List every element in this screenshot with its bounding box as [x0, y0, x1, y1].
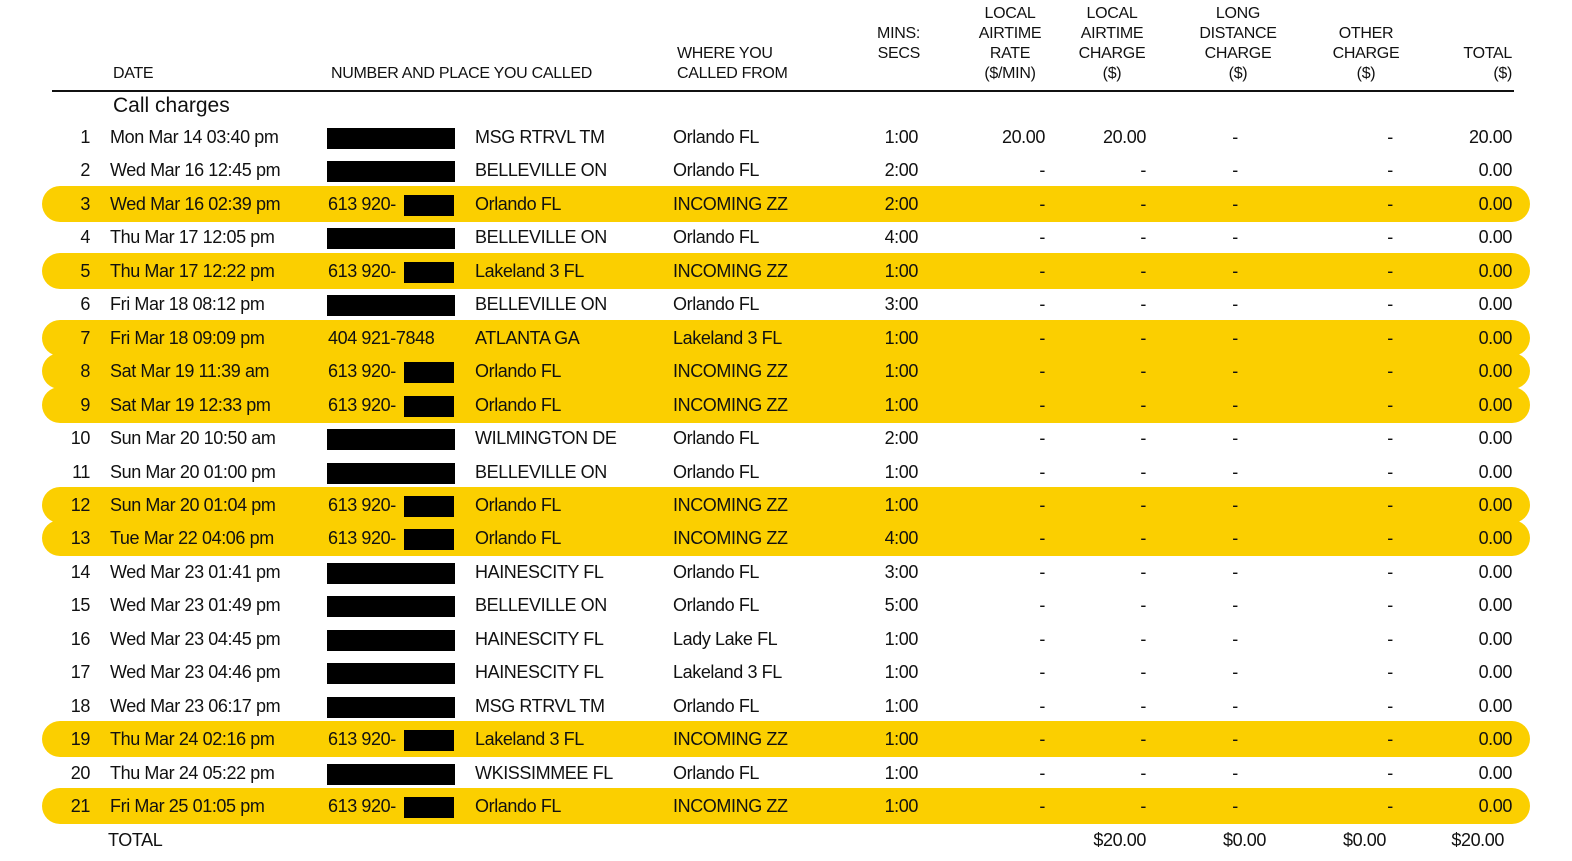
row-called-from: INCOMING ZZ: [673, 528, 788, 548]
table-row: [0, 489, 1572, 522]
row-date: Wed Mar 23 06:17 pm: [110, 696, 281, 716]
row-place-called: MSG RTRVL TM: [475, 696, 605, 716]
row-airtime-rate: -: [1039, 696, 1045, 716]
row-number: 12: [70, 495, 90, 515]
redaction-bar: [327, 228, 455, 249]
header-number-place: NUMBER AND PLACE YOU CALLED: [331, 65, 593, 82]
table-row: [0, 288, 1572, 321]
row-date: Thu Mar 24 02:16 pm: [110, 729, 275, 749]
row-number: 10: [70, 428, 90, 448]
row-called-from: Lakeland 3 FL: [673, 328, 782, 348]
row-duration: 1:00: [884, 662, 918, 682]
row-date: Tue Mar 22 04:06 pm: [110, 528, 274, 548]
row-place-called: BELLEVILLE ON: [475, 595, 607, 615]
redaction-bar: [327, 630, 455, 651]
row-called-from: INCOMING ZZ: [673, 495, 788, 515]
row-long-distance: -: [1232, 729, 1238, 749]
row-date: Wed Mar 23 01:41 pm: [110, 562, 281, 582]
row-long-distance: -: [1232, 629, 1238, 649]
row-long-distance: -: [1232, 495, 1238, 515]
row-other-charge: -: [1387, 194, 1393, 214]
row-airtime-charge: -: [1140, 629, 1146, 649]
table-row: [0, 188, 1572, 221]
row-duration: 1:00: [884, 361, 918, 381]
row-called-from: Orlando FL: [673, 696, 760, 716]
row-called-from: Orlando FL: [673, 595, 760, 615]
row-other-charge: -: [1387, 696, 1393, 716]
header-where-from: WHERE YOU CALLED FROM: [677, 45, 788, 82]
row-duration: 1:00: [884, 261, 918, 281]
row-total: 0.00: [1478, 562, 1512, 582]
row-long-distance: -: [1232, 328, 1238, 348]
row-total: 0.00: [1478, 462, 1512, 482]
row-date: Thu Mar 17 12:05 pm: [110, 227, 275, 247]
row-long-distance: -: [1232, 428, 1238, 448]
row-other-charge: -: [1387, 629, 1393, 649]
redaction-bar: [327, 596, 455, 617]
row-long-distance: -: [1232, 562, 1238, 582]
row-called-from: INCOMING ZZ: [673, 261, 788, 281]
row-number: 17: [70, 662, 90, 682]
row-date: Sat Mar 19 12:33 pm: [110, 395, 271, 415]
row-duration: 2:00: [884, 160, 918, 180]
row-airtime-charge: -: [1140, 495, 1146, 515]
redaction-bar: [327, 295, 455, 316]
row-called-from: Orlando FL: [673, 562, 760, 582]
table-row: [0, 121, 1572, 154]
row-airtime-charge: 20.00: [1102, 127, 1146, 147]
row-date: Fri Mar 18 09:09 pm: [110, 328, 265, 348]
header-local-rate: LOCAL AIRTIME RATE ($/MIN): [978, 5, 1042, 82]
row-airtime-rate: -: [1039, 395, 1045, 415]
row-airtime-charge: -: [1140, 194, 1146, 214]
redaction-bar: [327, 161, 455, 182]
row-airtime-rate: -: [1039, 562, 1045, 582]
row-place-called: WKISSIMMEE FL: [475, 763, 613, 783]
row-date: Wed Mar 16 02:39 pm: [110, 194, 281, 214]
row-other-charge: -: [1387, 361, 1393, 381]
header-date: DATE: [113, 65, 154, 82]
table-row: [0, 355, 1572, 388]
row-place-called: HAINESCITY FL: [475, 662, 604, 682]
redaction-bar: [404, 195, 454, 216]
row-number: 5: [80, 261, 90, 281]
row-long-distance: -: [1232, 194, 1238, 214]
row-long-distance: -: [1232, 763, 1238, 783]
table-row: [0, 656, 1572, 689]
row-airtime-rate: -: [1039, 796, 1045, 816]
row-number: 4: [80, 227, 90, 247]
row-airtime-charge: -: [1140, 227, 1146, 247]
row-number: 13: [70, 528, 90, 548]
row-date: Sun Mar 20 01:04 pm: [110, 495, 276, 515]
redaction-bar: [327, 697, 455, 718]
total-label: TOTAL: [108, 830, 163, 850]
row-total: 0.00: [1478, 528, 1512, 548]
row-airtime-rate: -: [1039, 495, 1045, 515]
row-date: Fri Mar 25 01:05 pm: [110, 796, 265, 816]
row-total: 0.00: [1478, 194, 1512, 214]
row-total: 0.00: [1478, 227, 1512, 247]
table-row: [0, 456, 1572, 489]
redaction-bar: [404, 730, 454, 751]
row-other-charge: -: [1387, 127, 1393, 147]
redaction-bar: [404, 797, 454, 818]
row-phone: 613 920-: [328, 361, 396, 381]
row-airtime-rate: 20.00: [1001, 127, 1045, 147]
row-total: 0.00: [1478, 796, 1512, 816]
row-phone: 613 920-: [328, 495, 396, 515]
row-airtime-rate: -: [1039, 729, 1045, 749]
row-number: 1: [80, 127, 90, 147]
table-row: [0, 154, 1572, 187]
table-row: [0, 723, 1572, 756]
row-airtime-charge: -: [1140, 562, 1146, 582]
row-long-distance: -: [1232, 696, 1238, 716]
row-called-from: Orlando FL: [673, 462, 760, 482]
row-airtime-charge: -: [1140, 428, 1146, 448]
row-total: 0.00: [1478, 495, 1512, 515]
redaction-bar: [404, 496, 454, 517]
row-airtime-rate: -: [1039, 595, 1045, 615]
row-place-called: BELLEVILLE ON: [475, 462, 607, 482]
row-total: 0.00: [1478, 361, 1512, 381]
total-amount: $20.00: [1451, 830, 1504, 850]
row-date: Wed Mar 16 12:45 pm: [110, 160, 281, 180]
row-airtime-charge: -: [1140, 261, 1146, 281]
row-duration: 2:00: [884, 428, 918, 448]
row-other-charge: -: [1387, 160, 1393, 180]
total-row: [0, 824, 1572, 857]
redaction-bar: [327, 463, 455, 484]
row-place-called: Orlando FL: [475, 395, 562, 415]
row-duration: 3:00: [884, 294, 918, 314]
row-called-from: INCOMING ZZ: [673, 796, 788, 816]
row-phone: 613 920-: [328, 395, 396, 415]
row-duration: 4:00: [884, 528, 918, 548]
header-total: TOTAL ($): [1463, 45, 1512, 82]
row-airtime-rate: -: [1039, 428, 1045, 448]
row-place-called: Orlando FL: [475, 796, 562, 816]
row-called-from: Lakeland 3 FL: [673, 662, 782, 682]
table-row: [0, 690, 1572, 723]
row-other-charge: -: [1387, 595, 1393, 615]
row-number: 3: [80, 194, 90, 214]
table-row: [0, 221, 1572, 254]
row-long-distance: -: [1232, 127, 1238, 147]
row-total: 0.00: [1478, 160, 1512, 180]
redaction-bar: [404, 396, 454, 417]
redaction-bar: [327, 663, 455, 684]
row-airtime-rate: -: [1039, 361, 1045, 381]
row-place-called: Orlando FL: [475, 361, 562, 381]
row-total: 0.00: [1478, 395, 1512, 415]
row-duration: 1:00: [884, 495, 918, 515]
row-duration: 1:00: [884, 395, 918, 415]
row-number: 9: [80, 395, 90, 415]
row-place-called: HAINESCITY FL: [475, 629, 604, 649]
row-called-from: INCOMING ZZ: [673, 395, 788, 415]
row-place-called: ATLANTA GA: [475, 328, 580, 348]
table-row: [0, 790, 1572, 823]
row-airtime-rate: -: [1039, 261, 1045, 281]
row-number: 8: [80, 361, 90, 381]
row-number: 14: [70, 562, 90, 582]
row-airtime-charge: -: [1140, 729, 1146, 749]
row-total: 0.00: [1478, 428, 1512, 448]
row-total: 0.00: [1478, 261, 1512, 281]
row-other-charge: -: [1387, 428, 1393, 448]
table-row: [0, 623, 1572, 656]
table-row: [0, 556, 1572, 589]
row-duration: 1:00: [884, 763, 918, 783]
row-total: 20.00: [1468, 127, 1512, 147]
row-duration: 3:00: [884, 562, 918, 582]
row-place-called: Lakeland 3 FL: [475, 261, 584, 281]
row-date: Sat Mar 19 11:39 am: [110, 361, 270, 381]
row-place-called: BELLEVILLE ON: [475, 160, 607, 180]
row-called-from: Orlando FL: [673, 294, 760, 314]
row-place-called: Orlando FL: [475, 528, 562, 548]
row-place-called: HAINESCITY FL: [475, 562, 604, 582]
row-number: 6: [80, 294, 90, 314]
row-duration: 2:00: [884, 194, 918, 214]
row-total: 0.00: [1478, 729, 1512, 749]
row-duration: 1:00: [884, 696, 918, 716]
row-airtime-rate: -: [1039, 462, 1045, 482]
row-duration: 1:00: [884, 328, 918, 348]
row-total: 0.00: [1478, 629, 1512, 649]
row-called-from: Orlando FL: [673, 227, 760, 247]
row-number: 18: [70, 696, 90, 716]
redaction-bar: [327, 563, 455, 584]
row-place-called: Orlando FL: [475, 194, 562, 214]
row-date: Mon Mar 14 03:40 pm: [110, 127, 279, 147]
row-airtime-charge: -: [1140, 696, 1146, 716]
redaction-bar: [327, 429, 455, 450]
table-row: [0, 589, 1572, 622]
row-number: 20: [70, 763, 90, 783]
row-other-charge: -: [1387, 294, 1393, 314]
row-other-charge: -: [1387, 495, 1393, 515]
section-title: Call charges: [113, 94, 230, 117]
row-airtime-charge: -: [1140, 662, 1146, 682]
row-other-charge: -: [1387, 796, 1393, 816]
row-airtime-charge: -: [1140, 361, 1146, 381]
row-number: 21: [70, 796, 90, 816]
row-called-from: Orlando FL: [673, 127, 760, 147]
row-called-from: INCOMING ZZ: [673, 361, 788, 381]
row-airtime-rate: -: [1039, 662, 1045, 682]
row-number: 2: [80, 160, 90, 180]
row-airtime-charge: -: [1140, 528, 1146, 548]
row-called-from: INCOMING ZZ: [673, 194, 788, 214]
row-date: Wed Mar 23 04:46 pm: [110, 662, 281, 682]
header-long-distance: LONG DISTANCE CHARGE ($): [1199, 5, 1277, 82]
row-other-charge: -: [1387, 462, 1393, 482]
row-place-called: BELLEVILLE ON: [475, 294, 607, 314]
row-airtime-rate: -: [1039, 328, 1045, 348]
row-date: Sun Mar 20 01:00 pm: [110, 462, 276, 482]
row-called-from: Orlando FL: [673, 428, 760, 448]
row-date: Sun Mar 20 10:50 am: [110, 428, 276, 448]
row-date: Thu Mar 17 12:22 pm: [110, 261, 275, 281]
table-row: [0, 757, 1572, 790]
row-long-distance: -: [1232, 662, 1238, 682]
row-long-distance: -: [1232, 595, 1238, 615]
table-row: [0, 255, 1572, 288]
header-rule: [52, 90, 1514, 92]
row-phone: 404 921-7848: [328, 328, 435, 348]
row-duration: 1:00: [884, 629, 918, 649]
table-row: [0, 422, 1572, 455]
row-duration: 1:00: [884, 729, 918, 749]
row-other-charge: -: [1387, 261, 1393, 281]
row-phone: 613 920-: [328, 528, 396, 548]
row-total: 0.00: [1478, 328, 1512, 348]
row-other-charge: -: [1387, 662, 1393, 682]
row-called-from: Lady Lake FL: [673, 629, 778, 649]
row-airtime-rate: -: [1039, 227, 1045, 247]
row-total: 0.00: [1478, 763, 1512, 783]
table-row: [0, 322, 1572, 355]
total-long-distance: $0.00: [1222, 830, 1266, 850]
row-place-called: Orlando FL: [475, 495, 562, 515]
table-row: [0, 522, 1572, 555]
row-airtime-rate: -: [1039, 160, 1045, 180]
row-long-distance: -: [1232, 227, 1238, 247]
row-long-distance: -: [1232, 361, 1238, 381]
row-airtime-charge: -: [1140, 328, 1146, 348]
redaction-bar: [327, 764, 455, 785]
row-number: 19: [70, 729, 90, 749]
row-date: Thu Mar 24 05:22 pm: [110, 763, 275, 783]
row-duration: 1:00: [884, 127, 918, 147]
row-other-charge: -: [1387, 395, 1393, 415]
row-phone: 613 920-: [328, 194, 396, 214]
row-number: 7: [80, 328, 90, 348]
redaction-bar: [404, 262, 454, 283]
row-airtime-rate: -: [1039, 194, 1045, 214]
header-local-charge: LOCAL AIRTIME CHARGE ($): [1078, 5, 1146, 82]
row-long-distance: -: [1232, 462, 1238, 482]
header-mins-secs: MINS: SECS: [877, 25, 920, 62]
row-airtime-charge: -: [1140, 160, 1146, 180]
row-total: 0.00: [1478, 696, 1512, 716]
row-called-from: Orlando FL: [673, 160, 760, 180]
row-phone: 613 920-: [328, 261, 396, 281]
row-place-called: WILMINGTON DE: [475, 428, 617, 448]
row-airtime-charge: -: [1140, 796, 1146, 816]
row-date: Wed Mar 23 01:49 pm: [110, 595, 281, 615]
row-phone: 613 920-: [328, 796, 396, 816]
row-long-distance: -: [1232, 160, 1238, 180]
table-row: [0, 389, 1572, 422]
row-place-called: BELLEVILLE ON: [475, 227, 607, 247]
row-place-called: Lakeland 3 FL: [475, 729, 584, 749]
row-other-charge: -: [1387, 528, 1393, 548]
row-airtime-charge: -: [1140, 294, 1146, 314]
redaction-bar: [404, 529, 454, 550]
row-duration: 4:00: [884, 227, 918, 247]
row-total: 0.00: [1478, 595, 1512, 615]
redaction-bar: [404, 362, 454, 383]
header-other-charge: OTHER CHARGE ($): [1332, 25, 1400, 82]
redaction-bar: [327, 128, 455, 149]
row-long-distance: -: [1232, 796, 1238, 816]
row-airtime-rate: -: [1039, 294, 1045, 314]
row-airtime-charge: -: [1140, 763, 1146, 783]
row-duration: 1:00: [884, 796, 918, 816]
row-other-charge: -: [1387, 562, 1393, 582]
row-other-charge: -: [1387, 227, 1393, 247]
row-number: 15: [70, 595, 90, 615]
row-other-charge: -: [1387, 729, 1393, 749]
row-number: 16: [70, 629, 90, 649]
row-duration: 1:00: [884, 462, 918, 482]
row-date: Fri Mar 18 08:12 pm: [110, 294, 265, 314]
row-other-charge: -: [1387, 763, 1393, 783]
row-total: 0.00: [1478, 662, 1512, 682]
row-airtime-rate: -: [1039, 528, 1045, 548]
row-other-charge: -: [1387, 328, 1393, 348]
row-airtime-rate: -: [1039, 763, 1045, 783]
row-airtime-rate: -: [1039, 629, 1045, 649]
row-airtime-charge: -: [1140, 462, 1146, 482]
total-other: $0.00: [1342, 830, 1386, 850]
row-airtime-charge: -: [1140, 395, 1146, 415]
row-long-distance: -: [1232, 395, 1238, 415]
row-phone: 613 920-: [328, 729, 396, 749]
row-called-from: INCOMING ZZ: [673, 729, 788, 749]
row-date: Wed Mar 23 04:45 pm: [110, 629, 281, 649]
row-place-called: MSG RTRVL TM: [475, 127, 605, 147]
row-total: 0.00: [1478, 294, 1512, 314]
row-long-distance: -: [1232, 528, 1238, 548]
row-airtime-charge: -: [1140, 595, 1146, 615]
row-called-from: Orlando FL: [673, 763, 760, 783]
row-number: 11: [72, 462, 90, 482]
row-long-distance: -: [1232, 294, 1238, 314]
row-long-distance: -: [1232, 261, 1238, 281]
total-local-charge: $20.00: [1093, 830, 1146, 850]
row-duration: 5:00: [884, 595, 918, 615]
